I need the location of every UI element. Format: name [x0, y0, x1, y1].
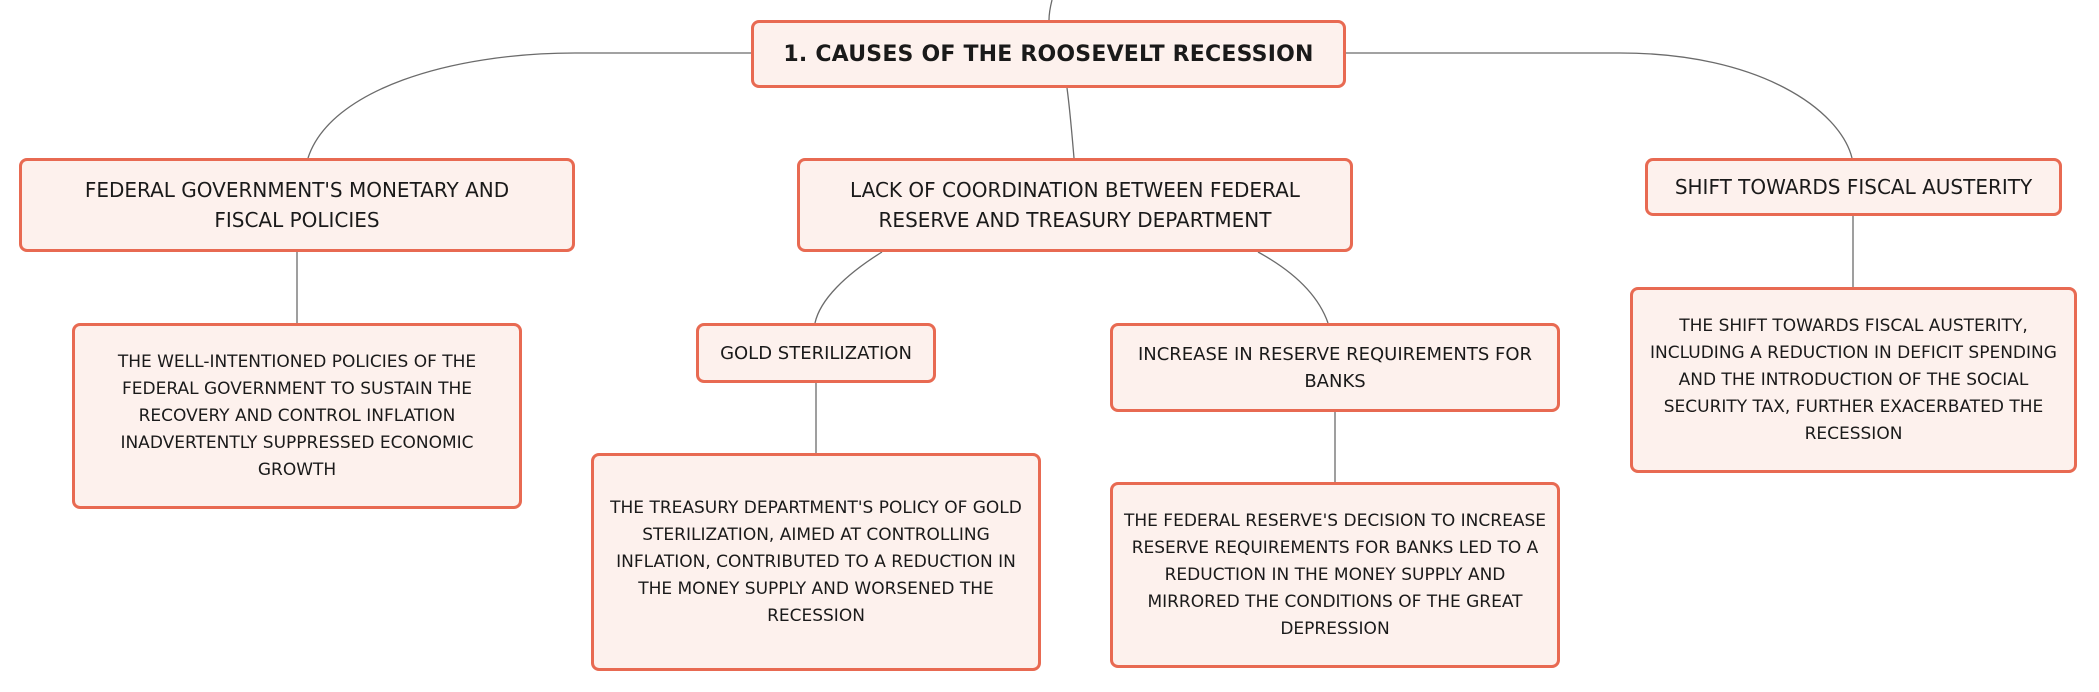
detail-text: THE WELL-INTENTIONED POLICIES OF THE FEDERAL GOVERNMENT TO SUSTAIN THE RECOVERY AND CONTROL INFLATION INADVERTENTLY SUPPRESSED ECONOMIC GROWTH	[117, 351, 477, 480]
branch-lack-of-coordination[interactable]	[797, 158, 1353, 252]
root-node[interactable]	[751, 20, 1346, 88]
detail-text: THE TREASURY DEPARTMENT'S POLICY OF GOLD STERILIZATION, AIMED AT CONTROLLING INFLATION, CONTRIBUTED TO A REDUCTION IN THE MONEY SUPPLY AND WORSENED THE RECESSION	[610, 497, 1022, 626]
branch-label: SHIFT TOWARDS FISCAL AUSTERITY	[1674, 175, 2033, 199]
subbranch-label: INCREASE IN RESERVE REQUIREMENTS FOR BANKS	[1137, 343, 1533, 392]
detail-text: THE FEDERAL RESERVE'S DECISION TO INCREASE RESERVE REQUIREMENTS FOR BANKS LED TO A REDUCTION IN THE MONEY SUPPLY AND MIRRORED THE CONDITIONS OF THE GREAT DEPRESSION	[1123, 510, 1546, 639]
connector-root-to-coordination	[1067, 88, 1074, 158]
connector-coordination-to-gold	[815, 252, 882, 323]
detail-gold-sterilization[interactable]	[591, 453, 1041, 671]
branch-label: FEDERAL GOVERNMENT'S MONETARY AND FISCAL POLICIES	[84, 178, 510, 232]
connector-root-to-austerity	[1346, 53, 1852, 158]
branch-label: LACK OF COORDINATION BETWEEN FEDERAL RESERVE AND TREASURY DEPARTMENT	[850, 178, 1300, 232]
detail-text: THE SHIFT TOWARDS FISCAL AUSTERITY, INCLUDING A REDUCTION IN DEFICIT SPENDING AND THE INTRODUCTION OF THE SOCIAL SECURITY TAX, FURTHER EXACERBATED THE RECESSION	[1650, 315, 2057, 444]
detail-fiscal-austerity[interactable]	[1630, 287, 2077, 473]
connector-parent-offscreen	[1049, 0, 1052, 20]
branch-monetary-fiscal-policies[interactable]	[19, 158, 575, 252]
branch-fiscal-austerity[interactable]	[1645, 158, 2062, 216]
detail-monetary-fiscal-policies[interactable]	[72, 323, 522, 509]
detail-reserve-requirements[interactable]	[1110, 482, 1560, 668]
connector-root-to-monetary-fiscal	[308, 53, 751, 158]
subbranch-reserve-requirements[interactable]	[1110, 323, 1560, 412]
subbranch-gold-sterilization[interactable]	[696, 323, 936, 383]
subbranch-label: GOLD STERILIZATION	[720, 342, 912, 364]
root-label: 1. CAUSES OF THE ROOSEVELT RECESSION	[783, 41, 1314, 67]
connector-coordination-to-reserve	[1258, 252, 1328, 323]
